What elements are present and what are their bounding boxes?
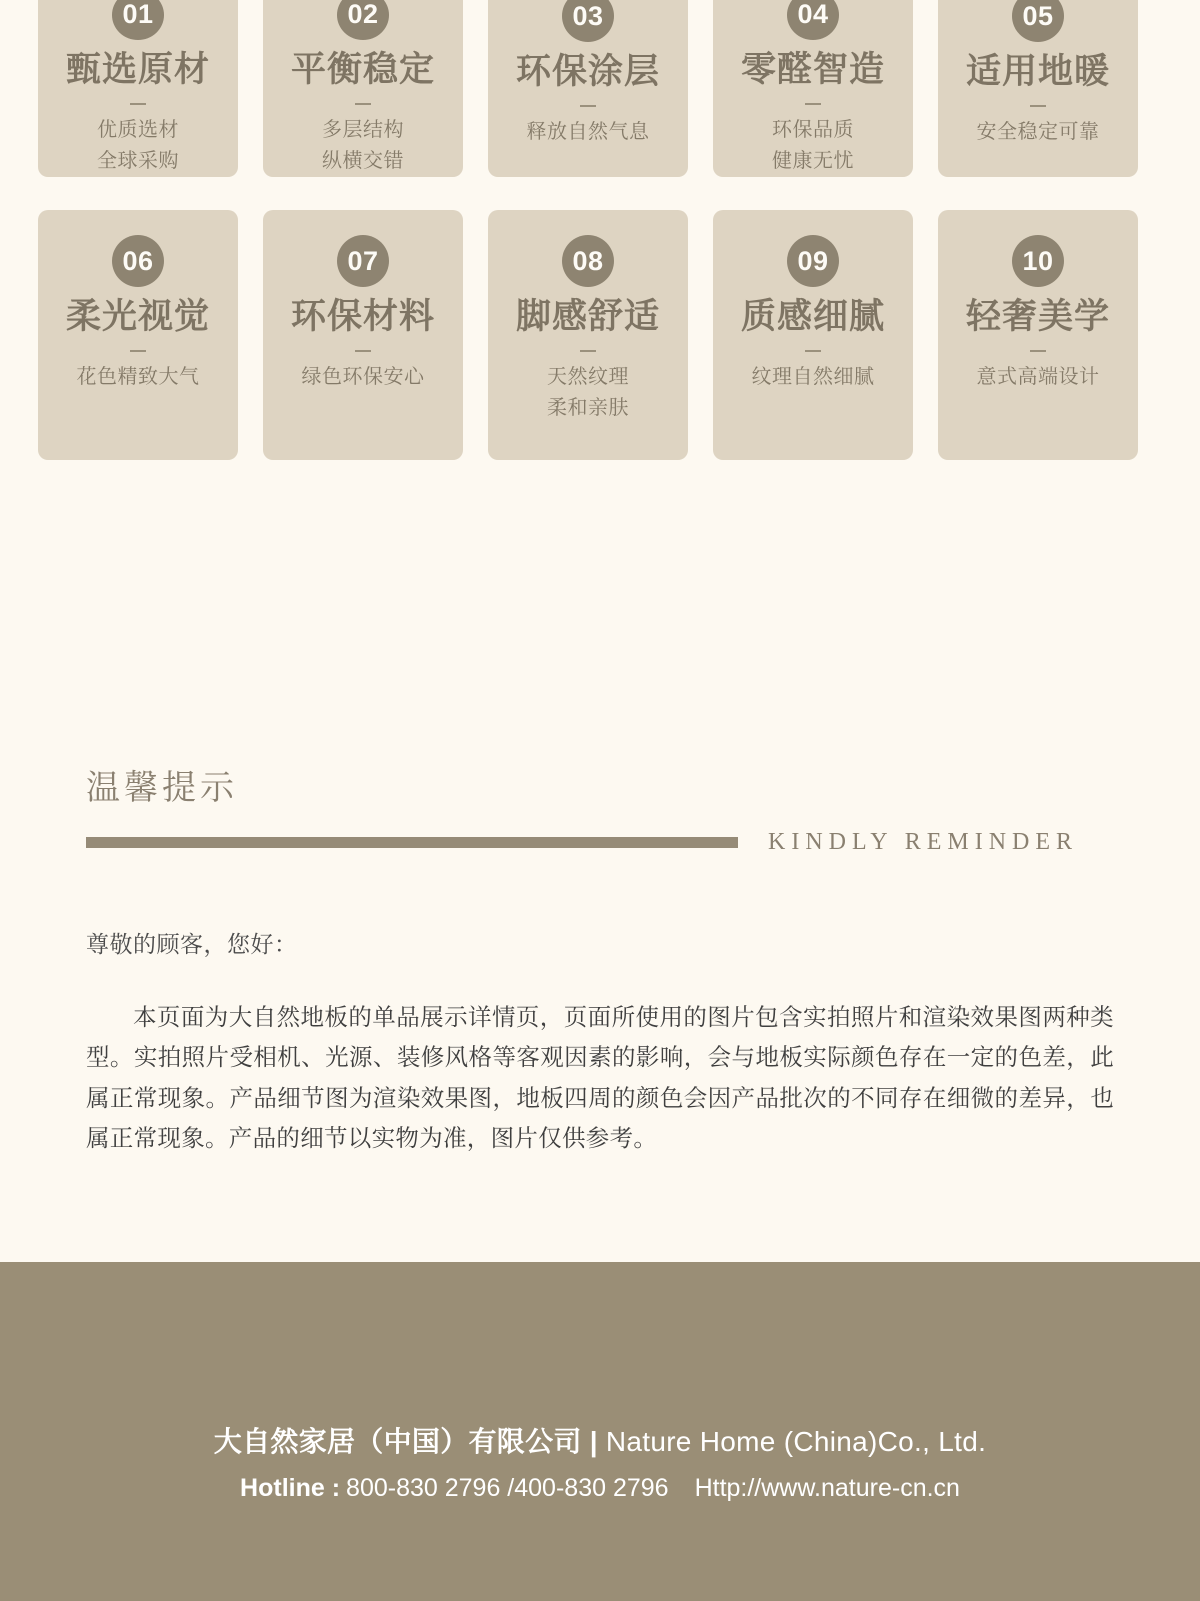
feature-card[interactable]: [263, 0, 463, 177]
feature-desc: 安全稳定可靠: [976, 121, 1100, 144]
feature-number-badge: 07: [337, 235, 389, 287]
feature-title: 甄选原材: [65, 49, 210, 89]
feature-desc: 环保品质 健康无忧: [772, 119, 854, 172]
divider-dash: [355, 103, 371, 105]
divider-dash: [1030, 105, 1046, 107]
divider-dash: [1030, 350, 1046, 352]
feature-title: 质感细腻: [740, 297, 885, 336]
footer-contact-line: [240, 1474, 960, 1503]
feature-card[interactable]: [488, 0, 688, 177]
footer-hotline-numbers: 800-830 2796 /400-830 2796: [346, 1474, 669, 1502]
feature-number-badge: 01: [112, 0, 164, 40]
reminder-title: 温馨提示: [86, 769, 238, 807]
feature-card[interactable]: [263, 210, 463, 460]
feature-desc: 绿色环保安心: [301, 366, 425, 389]
feature-card[interactable]: [38, 0, 238, 177]
page-footer: [0, 1262, 1200, 1601]
reminder-salutation: 尊敬的顾客，您好：: [86, 931, 298, 957]
feature-card[interactable]: [38, 210, 238, 460]
divider-dash: [580, 350, 596, 352]
feature-desc: 意式高端设计: [976, 366, 1100, 389]
feature-number-badge: 03: [562, 0, 614, 42]
feature-desc: 优质选材 全球采购: [97, 119, 179, 172]
footer-website[interactable]: Http://www.nature-cn.cn: [694, 1474, 960, 1502]
feature-desc: 纹理自然细腻: [751, 366, 875, 389]
divider-dash: [355, 350, 371, 352]
divider-dash: [130, 103, 146, 105]
reminder-heading-rule: [86, 829, 1114, 856]
reminder-body: 本页面为大自然地板的单品展示详情页，页面所使用的图片包含实拍照片和渲染效果图两种类型。实拍照片受相机、光源、装修风格等客观因素的影响，会与地板实际颜色存在一定的色差，此属正常现象。产品细节图为渲染效果图，地板四周的颜色会因产品批次的不同存在细微的差异，也属正常现象。产品的细节以实物为准，图片仅供参考。: [86, 1004, 1114, 1152]
feature-card[interactable]: [713, 0, 913, 177]
divider-dash: [805, 350, 821, 352]
divider-dash: [130, 350, 146, 352]
feature-number-badge: 04: [787, 0, 839, 40]
feature-card[interactable]: [713, 210, 913, 460]
feature-title: 平衡稳定: [290, 49, 435, 89]
feature-card[interactable]: [488, 210, 688, 460]
feature-desc: 天然纹理 柔和亲肤: [547, 366, 629, 420]
feature-row-1: [38, 0, 1162, 177]
feature-title: 零醛智造: [740, 49, 885, 89]
footer-company-cn: 大自然家居（中国）有限公司: [213, 1426, 582, 1457]
feature-number-badge: 02: [337, 0, 389, 40]
feature-title: 环保涂层: [515, 52, 660, 91]
feature-card[interactable]: [938, 210, 1138, 460]
footer-company-en: Nature Home (China)Co., Ltd.: [605, 1426, 987, 1457]
accent-bar: [86, 837, 738, 848]
kindly-reminder-section: [0, 760, 1200, 1182]
feature-title: 轻奢美学: [965, 297, 1110, 336]
feature-title: 柔光视觉: [65, 297, 210, 336]
divider-dash: [805, 103, 821, 105]
feature-number-badge: 08: [562, 235, 614, 287]
feature-number-badge: 09: [787, 235, 839, 287]
feature-desc: 释放自然气息: [526, 121, 650, 144]
feature-desc: 花色精致大气: [76, 366, 200, 389]
feature-grid: [0, 0, 1200, 460]
reminder-title-en: KINDLY REMINDER: [768, 829, 1079, 855]
footer-company-line: [214, 1420, 986, 1460]
feature-title: 环保材料: [290, 297, 435, 336]
feature-number-badge: 05: [1012, 0, 1064, 42]
feature-card[interactable]: [938, 0, 1138, 177]
footer-hotline-label: Hotline :: [240, 1474, 341, 1502]
feature-number-badge: 10: [1012, 235, 1064, 287]
divider-dash: [580, 105, 596, 107]
feature-desc: 多层结构 纵横交错: [322, 119, 404, 172]
feature-title: 适用地暖: [965, 52, 1110, 91]
feature-row-2: [38, 210, 1162, 460]
feature-number-badge: 06: [112, 235, 164, 287]
footer-separator: |: [589, 1426, 598, 1457]
feature-title: 脚感舒适: [515, 297, 660, 336]
